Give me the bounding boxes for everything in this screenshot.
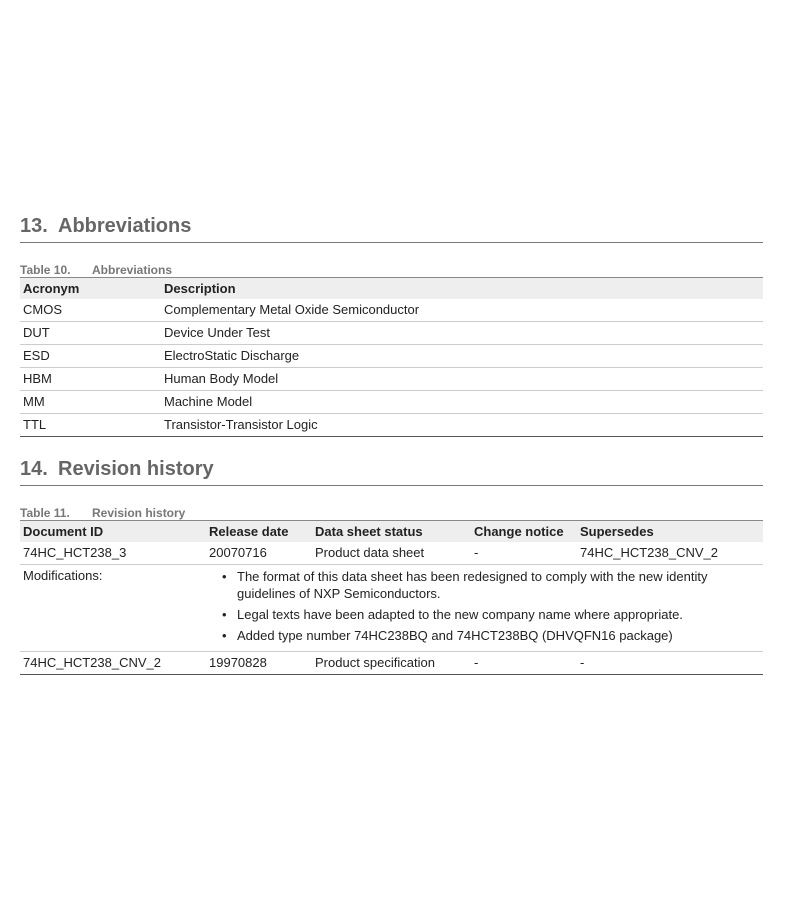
release-date-cell: 19970828: [206, 652, 312, 675]
table-row: [20, 542, 763, 565]
description-cell: Device Under Test: [161, 322, 763, 345]
section-heading: [20, 215, 763, 243]
table-row: [20, 368, 763, 391]
document-id-cell: 74HC_HCT238_CNV_2: [20, 652, 206, 675]
table-title: Revision history: [92, 506, 186, 520]
table-caption: [20, 263, 763, 277]
acronym-cell: TTL: [20, 414, 161, 437]
acronym-cell: MM: [20, 391, 161, 414]
column-header: Acronym: [20, 278, 161, 300]
supersedes-cell: 74HC_HCT238_CNV_2: [580, 545, 719, 560]
table-row: [20, 652, 763, 675]
section-revision-history: [20, 458, 763, 675]
document-id-cell: 74HC_HCT238_3: [23, 545, 127, 560]
table-caption: [20, 506, 763, 520]
change-notice-cell: -: [474, 545, 479, 560]
acronym-cell: HBM: [20, 368, 161, 391]
list-item: • Legal texts have been adapted to the new company name where appropriate.: [237, 606, 760, 623]
table-number: Table 10.: [20, 263, 71, 277]
acronym-cell: ESD: [20, 345, 161, 368]
supersedes-cell: -: [577, 652, 763, 675]
modifications-row: [20, 565, 763, 652]
column-header: Document ID: [20, 521, 206, 543]
description-cell: Human Body Model: [161, 368, 763, 391]
table-row: [20, 299, 763, 322]
column-header: Change notice: [471, 521, 577, 543]
column-header: Description: [161, 278, 763, 300]
description-cell: Transistor-Transistor Logic: [161, 414, 763, 437]
section-abbreviations: [20, 215, 763, 437]
list-item: • Added type number 74HC238BQ and 74HCT238BQ (DHVQFN16 package): [237, 627, 760, 644]
column-header: Supersedes: [577, 521, 763, 543]
table-row: [20, 345, 763, 368]
heading-text: Abbreviations: [58, 215, 192, 237]
acronym-cell: CMOS: [23, 302, 62, 317]
description-cell: Complementary Metal Oxide Semiconductor: [164, 302, 420, 317]
status-cell: Product data sheet: [315, 545, 425, 560]
heading-number: 14.: [20, 458, 48, 480]
description-cell: Machine Model: [161, 391, 763, 414]
status-cell: Product specification: [312, 652, 471, 675]
modifications-list-cell: [206, 565, 763, 652]
change-notice-cell: -: [471, 652, 577, 675]
list-item: • The format of this data sheet has been redesigned to comply with the new identity guidelines of NXP Semiconductors.: [237, 568, 760, 602]
modifications-label: Modifications:: [20, 565, 206, 652]
modifications-list: [209, 568, 760, 644]
column-header: Data sheet status: [312, 521, 471, 543]
heading-number: 13.: [20, 215, 48, 237]
table-number: Table 11.: [20, 506, 70, 520]
heading-text: Revision history: [58, 458, 214, 480]
table-row: [20, 322, 763, 345]
release-date-cell: 20070716: [209, 545, 267, 560]
section-heading: [20, 458, 763, 486]
column-header: Release date: [206, 521, 312, 543]
revision-history-table: [20, 520, 763, 675]
description-cell: ElectroStatic Discharge: [161, 345, 763, 368]
table-title: Abbreviations: [92, 263, 173, 277]
table-row: [20, 391, 763, 414]
acronym-cell: DUT: [20, 322, 161, 345]
table-row: [20, 414, 763, 437]
abbreviations-table: [20, 277, 763, 437]
